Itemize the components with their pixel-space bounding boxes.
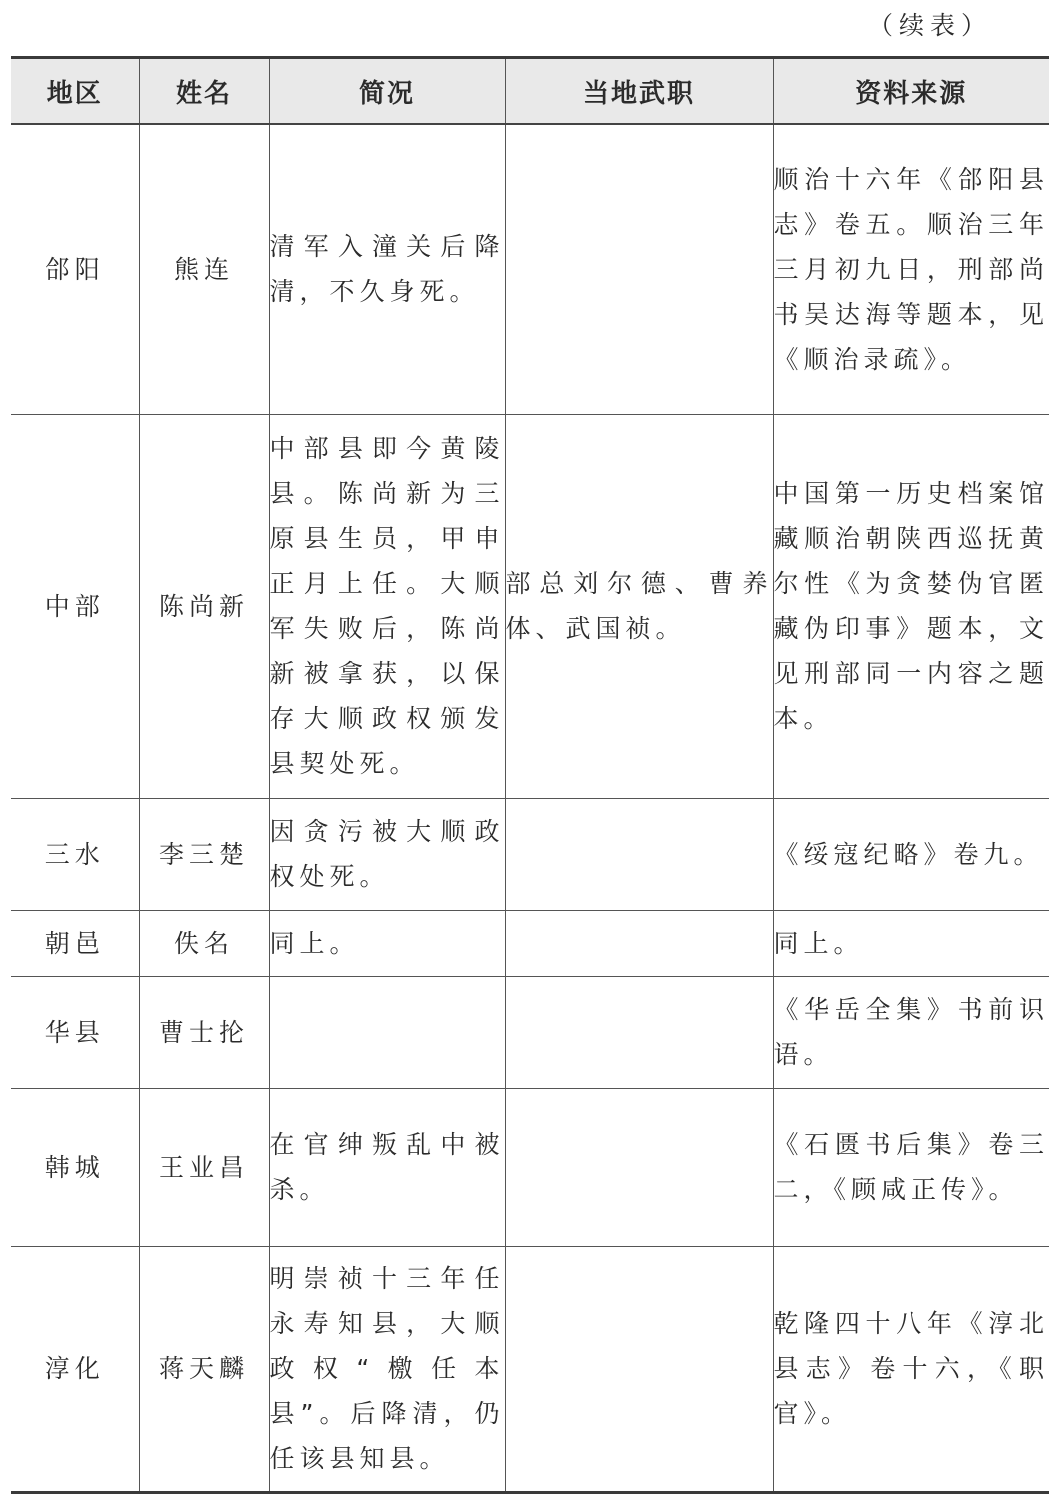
header-source: 资料来源 (773, 58, 1049, 125)
cell-name: 曹士抡 (139, 976, 269, 1088)
header-summary: 简况 (269, 58, 505, 125)
cell-region: 郃阳 (11, 124, 139, 414)
cell-region: 淳化 (11, 1246, 139, 1492)
cell-source: 顺治十六年《郃阳县志》卷五。顺治三年三月初九日，刑部尚书吴达海等题本，见《顺治录疏》。 (773, 124, 1049, 414)
table-row (11, 1246, 1049, 1492)
cell-region: 华县 (11, 976, 139, 1088)
cell-summary: 同上。 (269, 910, 505, 976)
cell-summary: 明崇祯十三年任永寿知县，大顺政权“檄任本县”。后降清，仍任该县知县。 (269, 1246, 505, 1492)
cell-local-military (505, 910, 773, 976)
cell-local-military (505, 1246, 773, 1492)
cell-summary (269, 976, 505, 1088)
cell-local-military (505, 124, 773, 414)
header-name: 姓名 (139, 58, 269, 125)
cell-name: 熊连 (139, 124, 269, 414)
cell-name: 王业昌 (139, 1088, 269, 1246)
cell-region: 朝邑 (11, 910, 139, 976)
cell-name: 佚名 (139, 910, 269, 976)
continued-table-label: （续表） (868, 11, 993, 40)
officials-table (11, 56, 1049, 1494)
cell-source: 中国第一历史档案馆藏顺治朝陕西巡抚黄尔性《为贪婪伪官匿藏伪印事》题本，文见刑部同一内容之题本。 (773, 414, 1049, 798)
cell-region: 中部 (11, 414, 139, 798)
cell-region: 韩城 (11, 1088, 139, 1246)
cell-source: 《华岳全集》书前识语。 (773, 976, 1049, 1088)
table-row (11, 414, 1049, 798)
table-row (11, 798, 1049, 910)
header-local-military: 当地武职 (505, 58, 773, 125)
cell-source: 同上。 (773, 910, 1049, 976)
cell-local-military (505, 976, 773, 1088)
cell-local-military: 部总刘尔德、曹养体、武国祯。 (505, 414, 773, 798)
cell-summary: 中部县即今黄陵县。陈尚新为三原县生员，甲申正月上任。大顺军失败后，陈尚新被拿获，以保存大顺政权颁发县契处死。 (269, 414, 505, 798)
table-row (11, 124, 1049, 414)
header-region: 地区 (11, 58, 139, 125)
cell-source: 乾隆四十八年《淳北县志》卷十六，《职官》。 (773, 1246, 1049, 1492)
cell-name: 陈尚新 (139, 414, 269, 798)
cell-name: 李三楚 (139, 798, 269, 910)
cell-summary: 在官绅叛乱中被杀。 (269, 1088, 505, 1246)
cell-source: 《绥寇纪略》卷九。 (773, 798, 1049, 910)
table-row (11, 1088, 1049, 1246)
table-row (11, 976, 1049, 1088)
cell-region: 三水 (11, 798, 139, 910)
cell-local-military (505, 1088, 773, 1246)
cell-local-military (505, 798, 773, 910)
cell-summary: 因贪污被大顺政权处死。 (269, 798, 505, 910)
table-header-row (11, 58, 1049, 125)
cell-source: 《石匮书后集》卷三二，《顾咸正传》。 (773, 1088, 1049, 1246)
cell-name: 蒋天麟 (139, 1246, 269, 1492)
cell-summary: 清军入潼关后降清，不久身死。 (269, 124, 505, 414)
table-row (11, 910, 1049, 976)
